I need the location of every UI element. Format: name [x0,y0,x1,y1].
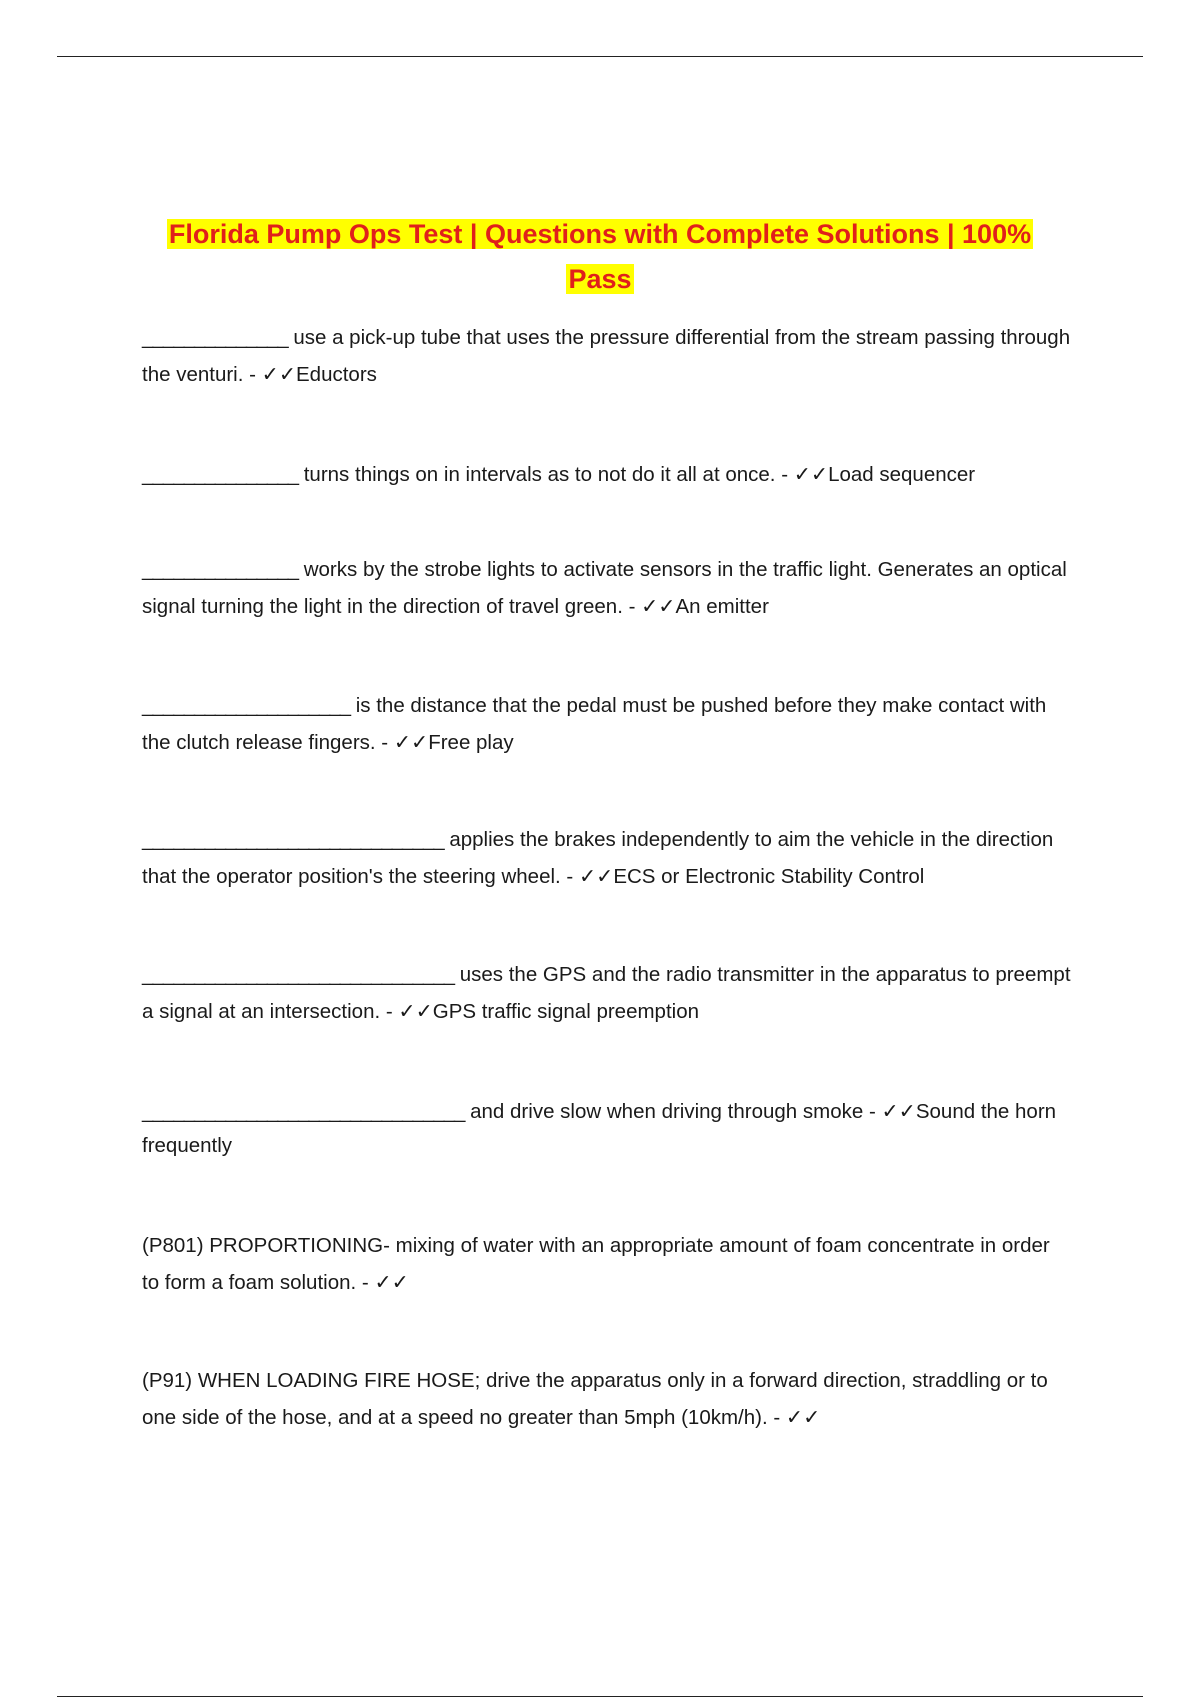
answer-blank: ______________________________ [142,963,455,986]
top-rule [57,56,1143,57]
answer-blank: ______________ [142,326,288,349]
question-text: is the distance that the pedal must be pushed before they make contact with the clutch release fingers. - [142,694,1047,754]
question-text: works by the strobe lights to activate sensors in the traffic light. Generates an optical signal turning the light in the direction of travel green. - [142,558,1067,618]
qa-item-7 [142,1095,1072,1163]
question-text: applies the brakes independently to aim the vehicle in the direction that the operator position's the steering wheel. - [142,828,1054,888]
question-text: use a pick-up tube that uses the pressure differential from the stream passing through the venturi. - [142,326,1071,386]
qa-item-2 [142,456,1072,493]
answer-text: Eductors [296,363,377,386]
question-text: (P801) PROPORTIONING- mixing of water with an appropriate amount of foam concentrate in order to form a foam solution. - [142,1234,1050,1294]
checkmark-icon: ✓✓ [398,1000,433,1023]
answer-blank: _______________ [142,463,299,486]
question-text: turns things on in intervals as to not do it all at once. - [298,463,794,486]
qa-item-4 [142,687,1072,761]
answer-text: Sound the horn frequently [142,1100,1057,1157]
answer-text: Load sequencer [828,463,976,486]
qa-item-1 [142,319,1072,393]
qa-item-3 [142,551,1072,625]
qa-item-8 [142,1227,1072,1301]
answer-blank: _____________________________ [142,828,444,851]
answer-text: An emitter [675,595,769,618]
checkmark-icon: ✓✓ [374,1271,409,1294]
question-text: (P91) WHEN LOADING FIRE HOSE; drive the apparatus only in a forward direction, straddling or to one side of the hose, and at a speed no greater than 5mph (10km/h). - [142,1369,1048,1429]
qa-item-5 [142,821,1072,895]
checkmark-icon: ✓✓ [393,731,429,754]
question-text: uses the GPS and the radio transmitter in the apparatus to preempt a signal at an intersection. - [142,963,1071,1023]
answer-text: GPS traffic signal preemption [432,1000,699,1023]
checkmark-icon: ✓✓ [793,463,829,486]
question-text: and drive slow when driving through smoke - [464,1100,882,1123]
bottom-rule [57,1696,1143,1697]
answer-text: Free play [428,731,514,754]
answer-blank: ____________________ [142,694,351,717]
answer-blank: _______________________________ [142,1100,465,1123]
answer-blank: _______________ [142,558,299,581]
qa-item-9 [142,1362,1072,1436]
checkmark-icon: ✓✓ [641,595,676,618]
document-title [140,212,1060,302]
checkmark-icon: ✓✓ [261,363,296,386]
checkmark-icon: ✓✓ [881,1100,916,1123]
qa-item-6 [142,956,1072,1030]
checkmark-icon: ✓✓ [785,1406,821,1429]
answer-text: ECS or Electronic Stability Control [613,865,925,888]
title-highlight: Florida Pump Ops Test | Questions with Complete Solutions | 100% Pass [168,219,1032,294]
checkmark-icon: ✓✓ [578,865,614,888]
